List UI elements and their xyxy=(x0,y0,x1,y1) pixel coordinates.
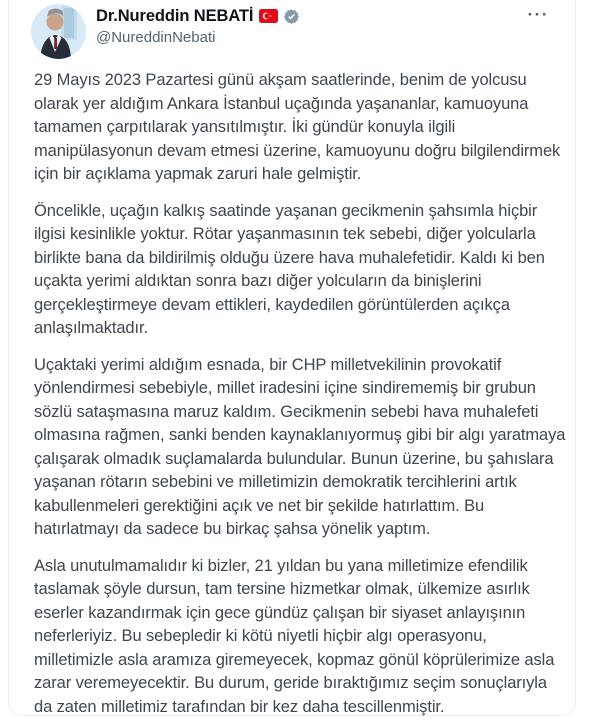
display-name[interactable]: Dr.Nureddin NEBATİ xyxy=(96,7,254,25)
tweet-paragraph: Öncelikle, uçağın kalkış saatinde yaşanan gecikmenin şahsımla hiçbir ilgisi kesinlikle yoktur. Rötar yaşanmasının tek sebebi, diğer yolcularla birlikte bana da bildirilmiş olduğu üzere hava muhalefetidir. Kaldı ki ben uçakta yerimi aldıktan sonra bazı diğer yolcuların da binişlerini gerçekleştirmeye devam ettikleri, kaydedilen görüntülerden açıkça anlaşılmaktadır. xyxy=(34,201,545,337)
handle[interactable]: @NureddinNebati xyxy=(96,28,216,46)
turkish-flag-icon xyxy=(259,9,278,23)
more-options-icon[interactable]: ··· xyxy=(527,5,549,24)
avatar[interactable] xyxy=(31,4,86,59)
tweet-paragraph: Asla unutulmamalıdır ki bizler, 21 yıldan bu yana milletimize efendilik taslamak şöyle dursun, tam tersine hizmetkar olmak, ülkemize asırlık eserler kazandırmak için gece gündüz çalışan bir siyaset anlayışının neferleriyiz. Bu sebepledir ki kötü niyetli hiçbir algı operasyonu, milletimizle asla aramıza giremeyecek, kopmaz gönül köprülerimize asla zarar veremeyecektir. Bu durum, geride bıraktığımız seçim sonuçlarıyla da zaten milletimiz tarafından bir kez daha tescillenmiştir. xyxy=(34,556,555,716)
tweet-paragraph: Uçaktaki yerimi aldığım esnada, bir CHP milletvekilinin provokatif yönlendirmesi sebebiyle, millet iradesini içine sindirememiş bir grubun sözlü sataşmasına maruz kaldım. Gecikmenin sebebi hava muhalefeti olmasına rağmen, sanki benden kaynaklanıyormuş gibi bir algı yaratmaya çalışarak olmadık suçlamalarda bulundular. Bunun üzerine, bu şahıslara yaşanan rötarın sebebini ve milletimizin demokratik tercihlerini artık kabullenmeleri gerektiğini açık ve net bir şekilde hatırlattım. Bu hatırlatmayı da sadece bu birkaç şahsa yönelik yaptım. xyxy=(34,355,566,538)
tweet-header xyxy=(31,4,555,59)
name-row xyxy=(96,6,300,27)
name-block xyxy=(96,4,300,47)
tweet-text xyxy=(34,69,567,719)
tweet-paragraph: 29 Mayıs 2023 Pazartesi günü akşam saatlerinde, benim de yolcusu olarak yer aldığım Ankara İstanbul uçağında yaşananlar, kamuoyuna tamamen çarpıtılarak yansıtılmıştır. İki gündür konuyla ilgili manipülasyonun devam etmesi üzerine, kamuoyunu doğru bilgilendirmek için bir açıklama yapmak zaruri hale gelmiştir. xyxy=(34,71,561,183)
verified-badge-icon xyxy=(283,8,300,25)
avatar-image xyxy=(31,4,86,59)
tweet-card xyxy=(8,0,576,716)
